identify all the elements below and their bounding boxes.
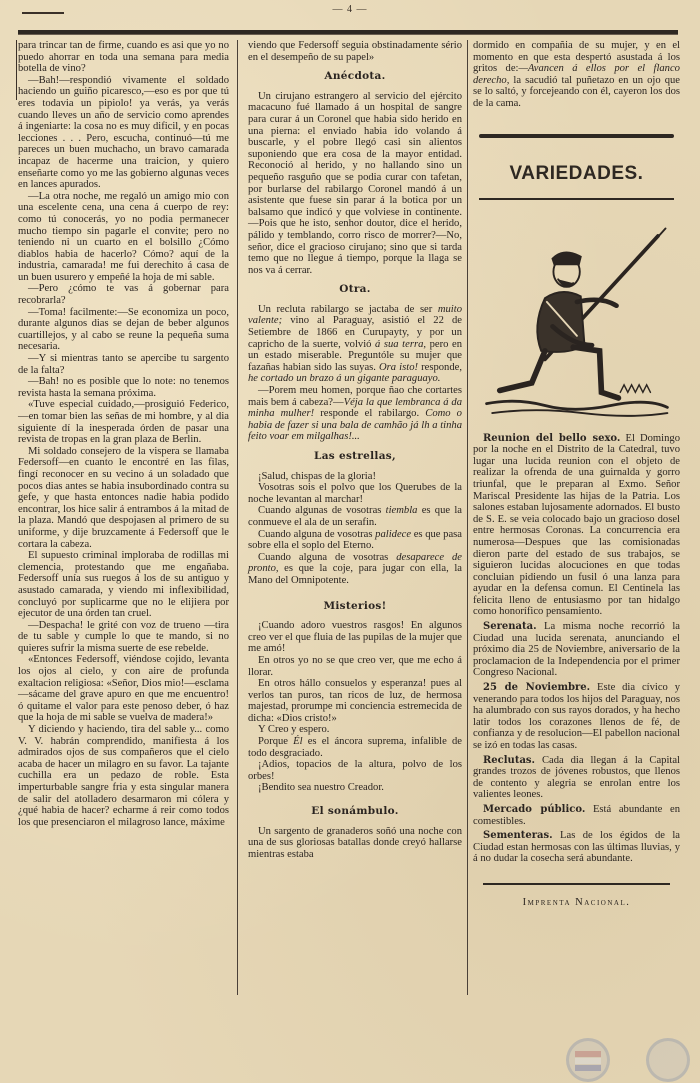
otra-paragraph-2 bbox=[248, 385, 462, 443]
body-paragraph: Mi soldado consejero de la vispera se llamaba Federsoff—en cuanto le encontré en las filas, fingí reconocer en su vecino á un soladado que pocos dias antes se habia insubordinado contra su gefe, y que hasta entonces nadie habia podido encontrar, los hice salir á entrambos á la mitad de la plaza. Mandó que despojasen al primero de su uniforme, y dije bruzcamente á Federsoff que le cortara la cabeza. bbox=[18, 445, 229, 550]
news-item bbox=[473, 804, 680, 827]
body-paragraph: —Bah! no es posible que lo note: no tenemos revista hasta la semana próxima. bbox=[18, 376, 229, 399]
news-item-text: La misma noche recorrió la Ciudad una lucida serenata, anunciando el próximo dia 25 de Noviembre, aniversario de la proclamacion de la Independencia por el primer Congreso Nacional. bbox=[473, 621, 680, 679]
body-paragraph: —La otra noche, me regaló un amigo mio con una escelente cena, una cena á cuerpo de rey: como tú conocerás, yo no podia permanecer mucho tiempo sin pagarle el convite; pero no teniendo ni un cuarto en el bolsillo ¿Cómo diablos habia de hacerlo? Cómo? aquí de la industria, camarada! me fui derechito á casa de un buen usurero y empeñé la hoja de mi sable. bbox=[18, 190, 229, 283]
misterios-text: es el áncora suprema, infalible de todo desgraciado. bbox=[248, 736, 462, 759]
anecdota-text: Un cirujano estrangero al servicio del ejército macacuno fué llamado á un hospital de sangre para curar á un Coronel que habia sido herido en una pierna: el enviado habia ido volando á buscarle, y el pobre llegó casi sin alientos suponiendo que era cosa de la mayor entidad. Reconoció al herido, y no hallando sino un pequeño rasguño que se podia curar con tafetan, por burlarse del rabilargo Coronel mandó á un asistente que fuese sin parar á la botica por un balsamo que indicó y que volviese in continente.—Pois que he isto, senhor doutor, dice el herido, pálido y temblando, corro risco de morrer?—No, señor, dice el gracioso cirujano; sino que si tarda temo que no llegue á tiempo, porque la llaga se nos va á cerrar. bbox=[248, 90, 462, 276]
otra-italic: Como o habia de fazer si una bala de camhão já lh a tinha feito voar em milgalhas!... bbox=[248, 408, 462, 443]
estrellas-text: es que la conmueve el ala de un serafin. bbox=[248, 505, 462, 528]
column-1 bbox=[18, 40, 229, 828]
body-paragraph: «Entonces Federsoff, viéndose cojido, levanta los ojos al cielo, y con aire de profunda exaltacion religiosa: «Señor, Dios mio!—esclama—sácame del grave apuro en que me encuentro! ó quitame el valor para este penoso deber, ó haz que la hoja de mi sable se vuelva de madera!» bbox=[18, 654, 229, 724]
news-item-head: 25 de Noviembre. bbox=[483, 682, 591, 694]
section-title-variedades: VARIEDADES. bbox=[509, 162, 644, 184]
estrellas-line-3 bbox=[248, 505, 462, 528]
page-number: — 4 — bbox=[332, 4, 368, 15]
news-item bbox=[473, 755, 680, 801]
news-item bbox=[473, 682, 680, 752]
estrellas-text: Cuando alguna de vosotras bbox=[258, 551, 397, 563]
news-item bbox=[473, 621, 680, 679]
news-item-head: Mercado público. bbox=[483, 803, 586, 815]
otra-italic: Véja la que lembranca á da minha mulher! bbox=[248, 396, 463, 420]
news-item bbox=[473, 433, 680, 619]
header-rule bbox=[18, 30, 678, 35]
otra-italic: muito valente; bbox=[248, 303, 462, 327]
otra-text: responde, bbox=[418, 361, 463, 373]
kneeling-soldier-icon bbox=[473, 204, 680, 430]
estrellas-text: Cuando alguna de vosotras bbox=[258, 528, 376, 540]
news-item-text: Las de los égidos de la Ciudad estan hermosas con las últimas lluvias, y á no dudar la cosecha será abundante. bbox=[473, 830, 680, 865]
news-item-text: Cada dia llegan á la Capital grandes trozos de jóvenes robustos, que llenos de contento y alegria se enrolan entre los valientes leones. bbox=[473, 754, 680, 801]
misterios-paragraph bbox=[248, 736, 462, 759]
archive-seal-icon bbox=[566, 1038, 610, 1082]
estrellas-text: es que pasa sobre ella el soplo del Eterno. bbox=[248, 528, 462, 552]
otra-italic: Ora isto! bbox=[379, 361, 419, 373]
news-item-head: Sementeras. bbox=[483, 830, 553, 842]
otra-text: pero en un estado miserable. Preguntóle su mujer que fazañas habian sido las suyas. bbox=[248, 338, 463, 373]
corner-mark bbox=[22, 12, 64, 14]
misterios-paragraph: En otros yo no se que creo ver, que me echo á llorar. bbox=[248, 654, 462, 678]
estrellas-line-2: Vosotras sois el polvo que los Querubes de la noche levantan al marchar! bbox=[248, 482, 462, 505]
news-item-text: Este dia cívico y venerando para todos los hijos del Paraguay, nos ha alumbrado con sus rayos dorados, y ha hecho latir todos los corazones llenos de fé, de confianza y de resolucion—El pabellon nacional se izó en todas las casas. bbox=[473, 682, 680, 751]
news-item bbox=[473, 830, 680, 865]
news-item-head: Reunion del bello sexo. bbox=[483, 432, 621, 444]
column-divider-2 bbox=[467, 40, 468, 995]
body-paragraph: —Despacha! le grité con voz de trueno —tira de tu sable y cumple lo que te mando, si no quieres sufrir la misma suerte de ese rebelde. bbox=[18, 619, 229, 654]
soldier-illustration bbox=[473, 204, 680, 430]
estrellas-text: Cuando algunas de vosotras bbox=[258, 505, 386, 517]
body-paragraph: —Bah!—respondió vivamente el soldado haciendo un guiño picaresco,—eso es por que tú eres todavia un pipiolo! ya verás, ya verás cuando lleves un año de servicio como aprendes á ingeniarte: la cosa no es muy dificil, y en pocas lecciones . . . Pero, escucha, continuó—tú me pareces un buen muchacho, un bravo camarada incapaz de hacerme una traicion, y quiero enseñarte como yo me las gobierno algunas veces en lances apurados. bbox=[18, 74, 229, 191]
news-item-text: Está abundante en comestibles. bbox=[473, 803, 680, 827]
imprint-line: Imprenta Nacional. bbox=[522, 896, 631, 908]
misterios-closing: ¡Adios, topacios de la altura, polvo de los orbes! bbox=[248, 759, 462, 782]
sonambulo-text: Un sargento de granaderos soñó una noche con una de sus gloriosas batallas donde creyó hallarse mientras estaba bbox=[248, 825, 462, 860]
otra-text: responde el rabilargo. bbox=[314, 408, 426, 420]
continuation-italic: —Avancen á ellos por el flanco derecho, bbox=[473, 63, 680, 86]
misterios-paragraph: ¡Cuando adoro vuestros rasgos! En algunos creo ver el que fluia de las pupilas de la mujer que me amó! bbox=[248, 620, 462, 655]
body-paragraph: —Pero ¿cómo te vas á gobernar para recobrarla? bbox=[18, 283, 229, 307]
body-paragraph: para trincar tan de firme, cuando es asi que yo no puedo ahorrar en toda una semana para media botella de vino? bbox=[18, 40, 229, 75]
estrellas-line-4 bbox=[248, 529, 462, 552]
continuation-plain: la sacudió tal puñetazo en un ojo que se lo saltó, y forcejeando con él, cayeron los dos de la cama. bbox=[473, 74, 680, 109]
column-2 bbox=[248, 40, 462, 860]
heading-otra: Otra. bbox=[339, 283, 371, 296]
column-3 bbox=[473, 40, 680, 909]
estrellas-italic: palidece bbox=[375, 528, 412, 540]
otra-italic: á sua terra, bbox=[375, 338, 427, 350]
continuation-plain: dormido en compañia de su mujer, y en el momento en que esta despertó asustada á los gritos de: bbox=[473, 40, 680, 75]
newspaper-columns bbox=[18, 40, 680, 1040]
republic-seal-icon bbox=[646, 1038, 690, 1082]
footer-rule bbox=[483, 883, 670, 885]
misterios-text: Porque bbox=[258, 736, 294, 748]
estrellas-text: es que la coje, para jugar con ella, la Mano del Omnipotente. bbox=[248, 563, 462, 586]
continuation-text bbox=[473, 40, 680, 110]
continuation-text: viendo que Federsoff seguia obstinadamente sério en el desempeño de su papel» bbox=[248, 40, 462, 63]
heading-anecdota: Anécdota. bbox=[324, 70, 386, 83]
estrellas-line-1: ¡Salud, chispas de la gloria! bbox=[258, 470, 376, 482]
body-paragraph: Y diciendo y haciendo, tira del sable y... como V. V. habrán comprendido, manifiesta á los admirados ojos de sus compañeros que el cielo acaba de hacer un milagro en su favor. La tajante cuchilla era un pedazo de roble. Esta imperturbable sangre fria y esta singular manera de salir del atolladero desarmaron mi cólera y ¿qué habia de hacer? echarme á reir como todos los que presenciaron el milagroso lance, máxime bbox=[18, 724, 229, 828]
title-underline bbox=[479, 198, 674, 200]
news-item-head: Reclutas. bbox=[483, 754, 536, 766]
estrellas-italic: tiembla bbox=[385, 505, 418, 517]
otra-text: vino al Paraguay, asistió el 22 de Setiembre de 1866 en Curupayty, y por un capricho de la suerte, volvió bbox=[248, 315, 462, 350]
heading-misterios: Misterios! bbox=[323, 599, 387, 612]
misterios-paragraph: En otros hállo consuelos y esperanza! pues al verlos tan puros, tan ricos de luz, de hermosa majestad, prorumpe mi conciencia estremecida de dicha: «Dios cristo!» bbox=[248, 678, 462, 724]
heading-sonambulo: El sonámbulo. bbox=[311, 805, 399, 818]
body-paragraph: El supuesto criminal imploraba de rodillas mi clemencia, protestando que me engañaba. Federsoff unía sus ruegos á los de su antiguo y asustado camarada, y viendo mi inflexibilidad, concluyó por suplicarme que no le elijiera por ejecutor de una órden tan cruel. bbox=[18, 550, 229, 620]
otra-italic: he cortado un brazo á un gigante paraguayo. bbox=[248, 373, 441, 385]
heading-estrellas: Las estrellas, bbox=[314, 450, 396, 462]
column-divider-1 bbox=[237, 40, 238, 995]
otra-paragraph-1 bbox=[248, 304, 462, 385]
section-divider bbox=[479, 134, 674, 138]
estrellas-italic: desaparece de pronto, bbox=[248, 551, 462, 575]
estrellas-line-5 bbox=[248, 552, 462, 587]
otra-text: Un recluta rabilargo se jactaba de ser bbox=[258, 303, 438, 315]
news-items bbox=[473, 433, 680, 865]
body-paragraph: —Y si mientras tanto se apercibe tu sargento de la falta? bbox=[18, 353, 229, 376]
left-margin-line bbox=[16, 40, 17, 100]
news-item-text: El Domingo por la noche en el Distrito de la Catedral, tuvo lugar una lucida reunion con el objeto de realizar la ofrenda de una guirnalda y gorro triunfal, que le preparan al Exmo. Señor Mariscal Presidente las hijas de la Patria. Los salones estaban lujosamente adornados. El busto de S. E. se veia colocado bajo un gracioso dosel entre hermosas Coronas. La concurrencia era numerosa—Despues que las comisionadas dieron parte del estado de sus trabajos, se siguieron lucidas alocuciones en que todas concluian pidiendo un fusil ó una lanza para ayudar en la defensa comun. El Centinela las felicita lleno de entusiasmo por tan hidalgo como honorífico pensamiento. bbox=[473, 432, 681, 618]
otra-text: —Porem meu homen, porque ñao che cortartes mais bem á cabeza?— bbox=[248, 385, 462, 408]
body-paragraph: —Toma! facilmente:—Se economiza un poco, durante algunos dias se dejan de beber algunos cuartillejos, y al cabo se reune la pequeña suma necesaria. bbox=[18, 306, 229, 353]
news-item-head: Serenata. bbox=[483, 621, 537, 633]
misterios-closing: ¡Bendito sea nuestro Creador. bbox=[258, 782, 384, 794]
misterios-italic: Él bbox=[293, 736, 303, 748]
body-paragraph: «Tuve especial cuidado,—prosiguió Federico,—en tomar bien las señas de mi hombre, y al dia siguiente dí la inesperada órden de pasar una revista de tropas en la gran plaza de Berlin. bbox=[18, 399, 229, 446]
misterios-paragraph: Y Creo y espero. bbox=[258, 724, 330, 736]
